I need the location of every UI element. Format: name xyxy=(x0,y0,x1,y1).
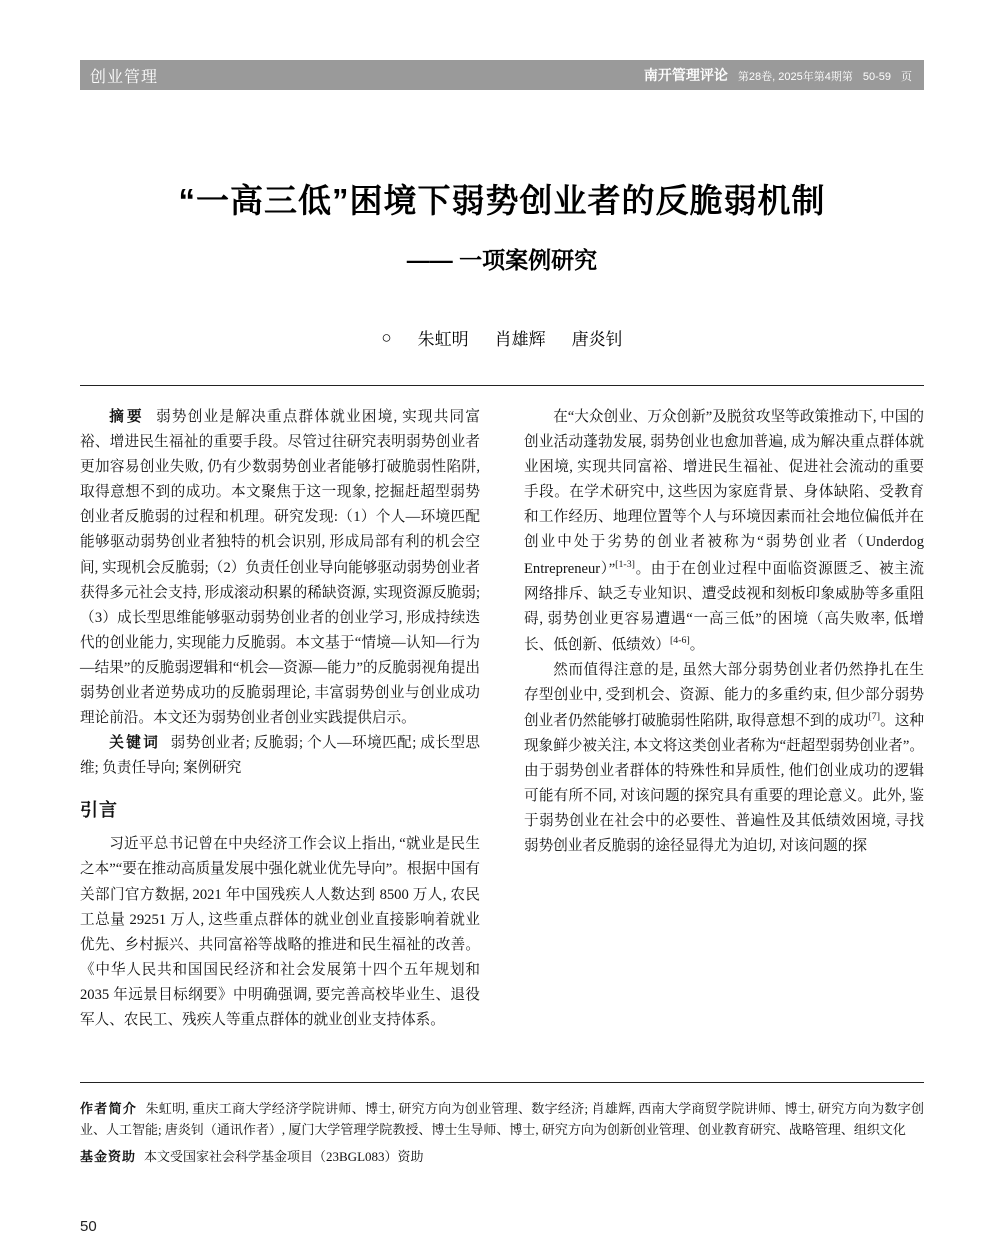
column-right xyxy=(524,405,924,1065)
keywords-paragraph xyxy=(80,731,480,781)
running-header xyxy=(80,60,924,90)
body-columns xyxy=(80,405,924,1065)
page-range: 50-59 xyxy=(862,71,891,83)
intro-paragraph-2-tail: 。由于在创业过程中面临资源匮乏、被主流网络排斥、缺乏专业知识、遭受歧视和刻板印象威胁等多重阻碍, 弱势创业更容易遭遇“一高三低”的困境（高失败率, 低增长、低创新、低绩效） xyxy=(524,560,924,653)
title-block xyxy=(80,175,924,350)
issue-info: 第28卷, 2025年第4期第 xyxy=(737,71,853,83)
section-heading-intro: 引言 xyxy=(80,800,118,821)
keywords-label: 关键词 xyxy=(109,735,161,752)
author-name: 肖雄辉 xyxy=(494,330,546,349)
author-name: 唐炎钊 xyxy=(571,330,623,349)
intro-paragraph-1: 习近平总书记曾在中央经济工作会议上指出, “就业是民生之本”“要在推动高质量发展中强化就业优先导向”。根据中国有关部门官方数据, 2021 年中国残疾人人数达到 8500 万人, 农民工总量 29251 万人, 这些重点群体的就业创业直接影响着就业优先、乡村振兴、共同富裕等战略的推进和民生福祉的改善。《中华人民共和国国民经济和社会发展第十四个五年规划和 2035 年远景目标纲要》中明确强调, 要完善高校毕业生、退役军人、农民工、残疾人等重点群体的就业创业支持体系。 xyxy=(80,836,480,1029)
page-unit: 页 xyxy=(901,71,912,83)
intro-paragraph-2: 在“大众创业、万众创新”及脱贫攻坚等政策推动下, 中国的创业活动蓬勃发展, 弱势创业也愈加普遍, 成为解决重点群体就业困境, 实现共同富裕、增进民生福祉、促进社会流动的重要手段。在学术研究中, 这些因为家庭背景、身体缺陷、受教育和工作经历、地理位置等个人与环境因素而社会地位偏低并在创业中处于劣势的创业者被称为“弱势创业者（Underdog Entrepreneur）”[1-3]。由于在创业过程中面临资源匮乏、被主流网络排斥、缺乏专业知识、遭受歧视和刻板印象威胁等多重阻碍, 弱势创业更容易遭遇“一高三低”的困境（高失败率, 低增长、低创新、低绩效）[4-6]。 xyxy=(524,409,924,653)
divider-top xyxy=(80,385,924,386)
fund-label: 基金资助 xyxy=(80,1149,137,1165)
reference-marker: [7] xyxy=(868,710,881,722)
footnotes xyxy=(80,1098,924,1173)
page-number: 50 xyxy=(80,1218,97,1235)
keywords-text: 弱势创业者; 反脆弱; 个人—环境匹配; 成长型思维; 负责任导向; 案例研究 xyxy=(80,735,480,777)
intro-paragraph-3-tail: 。这种现象鲜少被关注, 本文将这类创业者称为“赶超型弱势创业者”。由于弱势创业者群体的特殊性和异质性, 他们创业成功的逻辑可能有所不同, 对该问题的探究具有重要的理论意义。此外, 鉴于弱势创业在社会中的必要性、普遍性及其低绩效困境, 寻找弱势创业者反脆弱的途径显得尤为迫切, 对该问题的探 xyxy=(524,712,924,855)
reference-marker: [1-3] xyxy=(615,558,635,570)
author-list xyxy=(80,325,924,350)
divider-bottom xyxy=(80,1082,924,1083)
author-bio xyxy=(80,1098,924,1140)
abstract-label: 摘要 xyxy=(109,409,145,425)
fund-text: 本文受国家社会科学基金项目（23BGL083）资助 xyxy=(144,1149,424,1165)
author-bullet-icon: ○ xyxy=(381,327,392,347)
page-subtitle: —— 一项案例研究 xyxy=(406,247,598,273)
fund-note xyxy=(80,1146,924,1167)
reference-marker: [4-6] xyxy=(669,634,690,646)
abstract-paragraph xyxy=(80,405,480,731)
column-left xyxy=(80,405,480,1065)
intro-paragraph-2-text: 在“大众创业、万众创新”及脱贫攻坚等政策推动下, 中国的创业活动蓬勃发展, 弱势创业也愈加普遍, 成为解决重点群体就业困境, 实现共同富裕、增进民生福祉、促进社会流动的重要手段。在学术研究中, 这些因为家庭背景、身体缺陷、受教育和工作经历、地理位置等个人与环境因素而社会地位偏低并在创业中处于劣势的创业者被称为“弱势创业者（Underdog Entrepreneur）” xyxy=(524,409,924,577)
journal-name: 南开管理评论 xyxy=(643,67,728,83)
intro-paragraph-3 xyxy=(524,658,924,860)
page-title: “一高三低”困境下弱势创业者的反脆弱机制 xyxy=(178,182,826,219)
section-label: 创业管理 xyxy=(90,68,159,86)
author-bio-label: 作者简介 xyxy=(80,1101,138,1116)
author-name: 朱虹明 xyxy=(417,330,469,349)
header-meta xyxy=(644,65,924,85)
abstract-text: 弱势创业是解决重点群体就业困境, 实现共同富裕、增进民生福祉的重要手段。尽管过往研究表明弱势创业者更加容易创业失败, 仍有少数弱势创业者能够打破脆弱性陷阱, 取得意想不到的成功。本文聚焦于这一现象, 挖掘赶超型弱势创业者反脆弱的过程和机理。研究发现:（1）个人—环境匹配能够驱动弱势创业者独特的机会识别, 形成局部有利的机会空间, 实现机会反脆弱;（2）负责任创业导向能够驱动弱势创业者获得多元社会支持, 形成滚动积累的稀缺资源, 实现资源反脆弱;（3）成长型思维能够驱动弱势创业者的创业学习, 形成持续迭代的创业能力, 实现能力反脆弱。本文基于“情境—认知—行为—结果”的反脆弱逻辑和“机会—资源—能力”的反脆弱视角提出弱势创业者逆势成功的反脆弱理论, 丰富弱势创业与创业成功理论前沿。本文还为弱势创业者创业实践提供启示。 xyxy=(80,409,480,727)
intro-paragraph-3-text: 然而值得注意的是, 虽然大部分弱势创业者仍然挣扎在生存型创业中, 受到机会、资源、能力的多重约束, 但少部分弱势创业者仍然能够打破脆弱性陷阱, 取得意想不到的成功 xyxy=(524,661,924,729)
author-bio-text: 朱虹明, 重庆工商大学经济学院讲师、博士, 研究方向为创业管理、数字经济; 肖雄辉, 西南大学商贸学院讲师、博士, 研究方向为数字创业、人工智能; 唐炎钊（通讯作者）, 厦门大学管理学院教授、博士生导师、博士, 研究方向为创新创业管理、创业教育研究、战略管理、组织文化 xyxy=(80,1101,924,1138)
